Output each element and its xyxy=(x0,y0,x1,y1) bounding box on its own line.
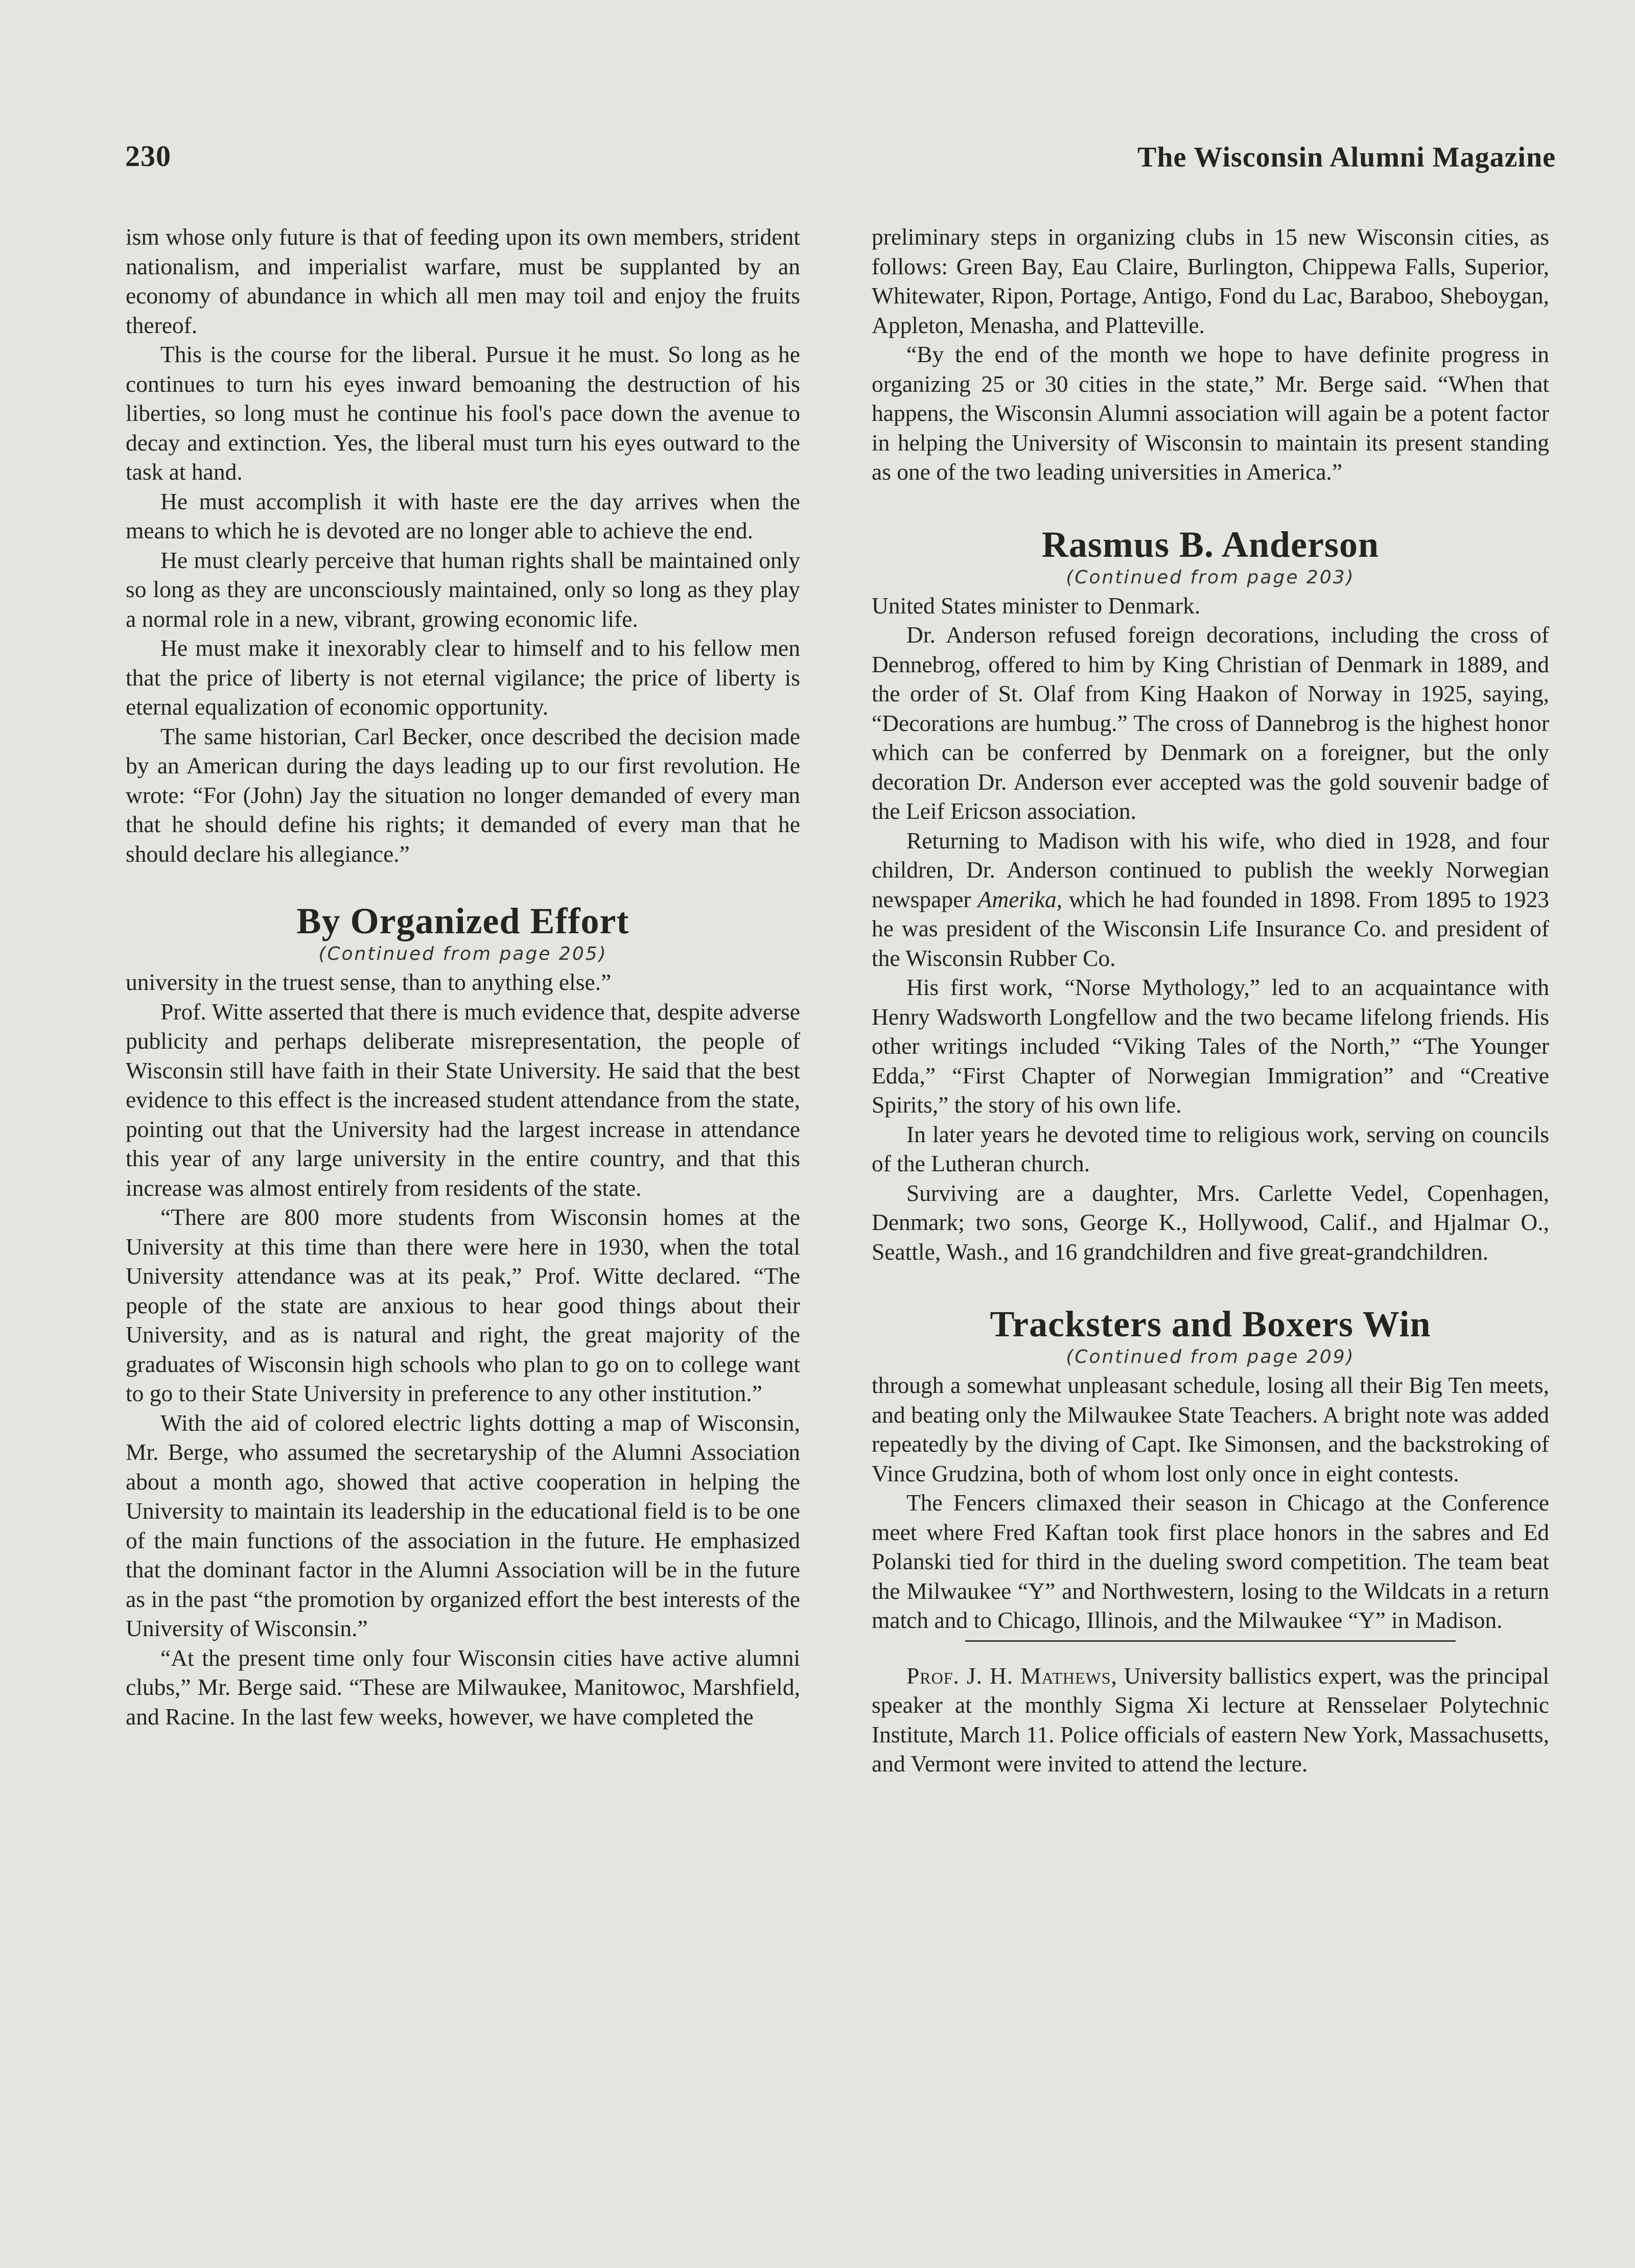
page-number: 230 xyxy=(125,139,171,173)
paragraph: The same historian, Carl Becker, once described the decision made by an American during the days leading up to our first revolution. He wrote: “For (John) Jay the situation no longer demanded of every man that he should define his rights; it demanded of every man that he should declare his allegiance.” xyxy=(126,723,800,867)
continued-note: (Continued from page 203) xyxy=(1066,566,1355,588)
paragraph: ism whose only future is that of feeding upon its own members, strident nationalism, and imperialist warfare, must be supplanted by an economy of abundance in which all men may toil and enjoy the fruits thereof. xyxy=(126,224,800,338)
paragraph: Surviving are a daughter, Mrs. Carlette Vedel, Copenhagen, Denmark; two sons, George K., Hollywood, Calif., and Hjalmar O., Seattle, Wash., and 16 grandchildren and five great-grandchildren. xyxy=(872,1179,1549,1265)
paragraph: Prof. Witte asserted that there is much evidence that, despite adverse publicity and perhaps deliberate misrepresentation, the people of Wisconsin still have faith in their State University. He said that the best evidence to this effect is the increased student attendance from the state, pointing out that the University had the largest increase in attendance this year of any large university in the entire country, and that this increase was almost entirely from residents of the state. xyxy=(126,998,800,1201)
divider-rule xyxy=(965,1640,1456,1642)
paragraph: He must make it inexorably clear to himself and to his fellow men that the price of liberty is not eternal vigilance; the price of liberty is eternal equalization of economic opportunity. xyxy=(126,635,800,720)
continued-note: (Continued from page 205) xyxy=(318,943,608,964)
paragraph: This is the course for the liberal. Pursue it he must. So long as he continues to turn his eyes inward bemoaning the destruction of his liberties, so long must he continue his fool's pace down the avenue to decay and extinction. Yes, the liberal must turn his eyes outward to the task at hand. xyxy=(126,341,800,485)
paragraph: With the aid of colored electric lights dotting a map of Wisconsin, Mr. Berge, who assumed the secretaryship of the Alumni Association about a month ago, showed that active cooperation in helping the University to maintain its leadership in the educational field is to be one of the main functions of the association in the future. He emphasized that the dominant factor in the Alumni Association will be in the future as in the past “the promotion by organized effort the best interests of the University of Wisconsin.” xyxy=(126,1409,800,1641)
paragraph: through a somewhat unpleasant schedule, losing all their Big Ten meets, and beating only the Milwaukee State Teachers. A bright note was added repeatedly by the diving of Capt. Ike Simonsen, and the backstroking of Vince Grudzina, both of whom lost only once in eight contests. xyxy=(872,1372,1549,1486)
paragraph: “There are 800 more students from Wisconsin homes at the University at this time than there were here in 1930, when the total University attendance was at its peak,” Prof. Witte declared. “The people of the state are anxious to hear good things about their University, and as is natural and right, the great majority of the graduates of Wisconsin high schools who plan to go on to college want to go to their State University in preference to any other institution.” xyxy=(126,1204,800,1406)
paragraph: In later years he devoted time to religious work, serving on councils of the Lutheran church. xyxy=(872,1121,1549,1176)
paragraph: He must clearly perceive that human rights shall be maintained only so long as they are unconsciously maintained, only so long as they play a normal role in a new, vibrant, growing economic life. xyxy=(126,547,800,632)
paragraph: preliminary steps in organizing clubs in 15 new Wisconsin cities, as follows: Green Bay, Eau Claire, Burlington, Chippewa Falls, Superior, Whitewater, Ripon, Portage, Antigo, Fond du Lac, Baraboo, Sheboygan, Appleton, Menasha, and Platteville. xyxy=(872,224,1549,338)
continued-note: (Continued from page 209) xyxy=(1066,1346,1355,1367)
paragraph: The Fencers climaxed their season in Chicago at the Conference meet where Fred Kaftan took first place honors in the sabres and Ed Polanski tied for third in the dueling sword competition. The team beat the Milwaukee “Y” and Northwestern, losing to the Wildcats in a return match and to Chicago, Illinois, and the Milwaukee “Y” in Madison. xyxy=(872,1490,1549,1633)
paragraph xyxy=(872,826,1549,973)
right-column xyxy=(872,222,1549,1779)
speaker-name: Prof. J. H. Mathews, xyxy=(906,1662,1117,1689)
paragraph: university in the truest sense, than to anything else.” xyxy=(126,969,612,995)
magazine-title: The Wisconsin Alumni Magazine xyxy=(1137,141,1556,173)
paragraph: His first work, “Norse Mythology,” led to an acquaintance with Henry Wadsworth Longfellow and the two became lifelong friends. His other writings included “Viking Tales of the North,” “The Younger Edda,” “First Chapter of Norwegian Immigration” and “Creative Spirits,” the story of his own life. xyxy=(872,974,1549,1118)
newspaper-name: Amerika, xyxy=(977,886,1063,912)
paragraph: United States minister to Denmark. xyxy=(872,592,1201,619)
text-run: which he had founded in 1898. From 1895 to 1923 he was president of the Wisconsin Life Insurance Co. and president of the Wisconsin Rubber Co. xyxy=(872,886,1549,971)
paragraph: Dr. Anderson refused foreign decorations, including the cross of Dennebrog, offered to him by King Christian of Denmark in 1889, and the order of St. Olaf from King Haakon of Norway in 1925, saying, “Decorations are humbug.” The cross of Dannebrog is the highest honor which can be conferred by Denmark on a foreigner, but the only decoration Dr. Anderson ever accepted was the gold souvenir badge of the Leif Ericson association. xyxy=(872,622,1549,824)
paragraph: “At the present time only four Wisconsin cities have active alumni clubs,” Mr. Berge said. “These are Milwaukee, Manitowoc, Marshfield, and Racine. In the last few weeks, however, we have completed the xyxy=(126,1644,800,1730)
left-column xyxy=(126,222,800,1731)
article-title: Rasmus B. Anderson xyxy=(1041,524,1380,565)
article-title: By Organized Effort xyxy=(296,901,629,941)
paragraph: “By the end of the month we hope to have definite progress in organizing 25 or 30 cities in the state,” Mr. Berge said. “When that happens, the Wisconsin Alumni association will again be a potent factor in helping the University of Wisconsin to maintain its present standing as one of the two leading universities in America.” xyxy=(872,341,1549,485)
text-run: Returning to Madison with his wife, who died in 1928, and four children, Dr. Anderson continued to publish the weekly Norwegian newspaper xyxy=(872,827,1549,912)
news-item xyxy=(872,1661,1549,1779)
paragraph: He must accomplish it with haste ere the day arrives when the means to which he is devoted are no longer able to achieve the end. xyxy=(126,488,800,544)
article-title: Tracksters and Boxers Win xyxy=(990,1304,1431,1344)
text-run: University ballistics expert, was the principal speaker at the monthly Sigma Xi lecture at Rensselaer Polytechnic Institute, March 11. Police officials of eastern New York, Massachusetts, and Vermont were invited to attend the lecture. xyxy=(872,1662,1549,1777)
